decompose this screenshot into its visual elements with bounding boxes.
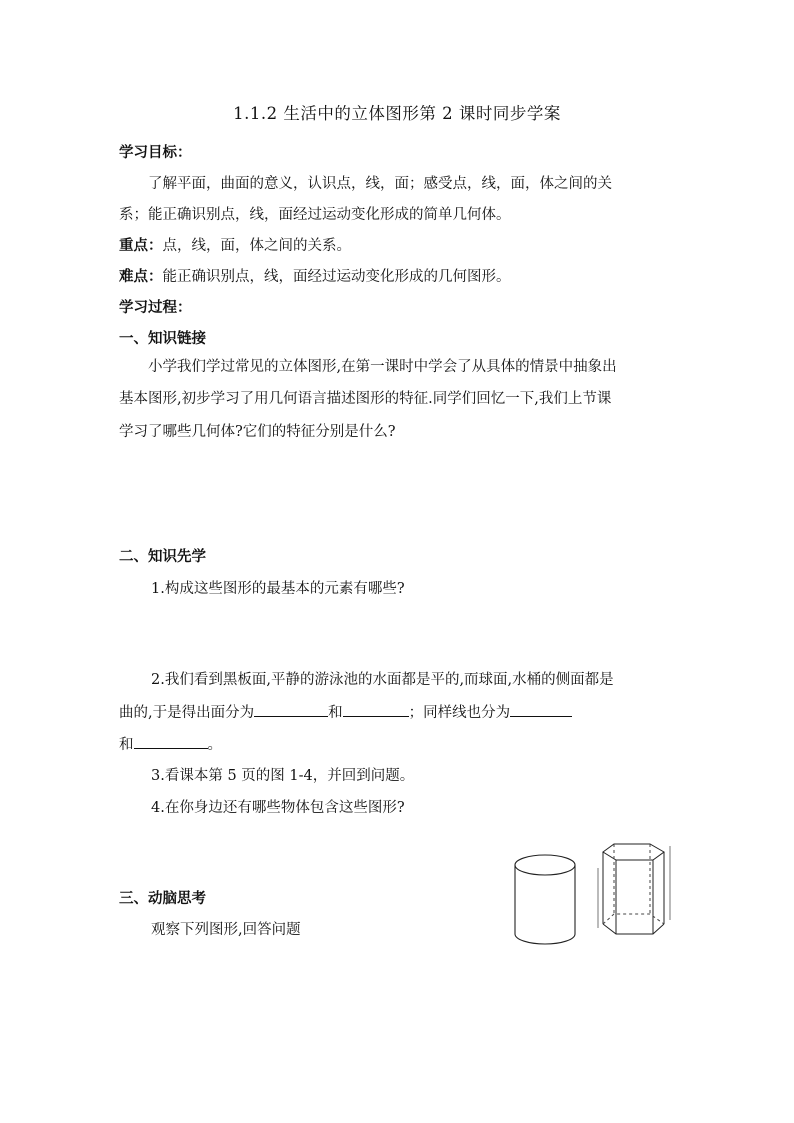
page-title: 1.1.2 生活中的立体图形第 2 课时同步学案 xyxy=(233,104,561,123)
section1-line-3: 学习了哪些几何体?它们的特征分别是什么? xyxy=(119,424,396,440)
difficulty-text: 能正确识别点，线，面经过运动变化形成的几何图形。 xyxy=(162,269,511,285)
hexagonal-prism-figure xyxy=(594,838,674,944)
question-2-line-3 xyxy=(119,733,222,754)
answer-blank-4[interactable] xyxy=(134,734,208,749)
section3-heading: 三、动脑思考 xyxy=(119,890,206,907)
difficulty xyxy=(119,265,511,286)
section1-line-2: 基本图形,初步学习了用几何语言描述图形的特征.同学们回忆一下,我们上节课 xyxy=(119,391,612,407)
goals-heading: 学习目标： xyxy=(119,144,192,161)
prism-top-face xyxy=(603,844,664,860)
section2-heading: 二、知识先学 xyxy=(119,548,206,565)
key-point xyxy=(119,234,351,255)
q2-text-a: 曲的,于是得出面分为 xyxy=(119,705,255,721)
answer-blank-2[interactable] xyxy=(343,702,409,717)
cylinder-top-ellipse xyxy=(515,855,575,875)
difficulty-label: 难点： xyxy=(119,268,163,285)
cylinder-bottom-arc xyxy=(515,934,575,944)
process-heading: 学习过程： xyxy=(119,299,192,316)
question-3: 3.看课本第 5 页的图 1-4，并回到问题。 xyxy=(151,768,415,784)
section1-heading: 一、知识链接 xyxy=(119,330,206,347)
cylinder-figure xyxy=(508,850,582,950)
q2-text-e: 。 xyxy=(207,737,222,753)
q2-text-b: 和 xyxy=(328,705,343,721)
answer-blank-1[interactable] xyxy=(254,702,328,717)
section1-line-1: 小学我们学过常见的立体图形,在第一课时中学会了从具体的情景中抽象出 xyxy=(148,359,617,375)
section3-instruction: 观察下列图形,回答问题 xyxy=(151,922,301,938)
key-point-text: 点，线，面，体之间的关系。 xyxy=(162,238,351,254)
question-2-line-1: 2.我们看到黑板面,平静的游泳池的水面都是平的,而球面,水桶的侧面都是 xyxy=(151,672,614,688)
question-4: 4.在你身边还有哪些物体包含这些图形? xyxy=(151,800,405,816)
goals-line-2: 系；能正确识别点，线，面经过运动变化形成的简单几何体。 xyxy=(119,207,511,223)
q2-text-d: 和 xyxy=(119,737,134,753)
key-point-label: 重点： xyxy=(119,237,163,254)
question-2-line-2 xyxy=(119,701,572,722)
q2-text-c: ；同样线也分为 xyxy=(408,705,511,721)
goals-line-1: 了解平面，曲面的意义，认识点，线，面；感受点，线，面，体之间的关 xyxy=(148,176,612,192)
answer-blank-3[interactable] xyxy=(510,702,572,717)
question-1: 1.构成这些图形的最基本的元素有哪些? xyxy=(151,581,405,597)
